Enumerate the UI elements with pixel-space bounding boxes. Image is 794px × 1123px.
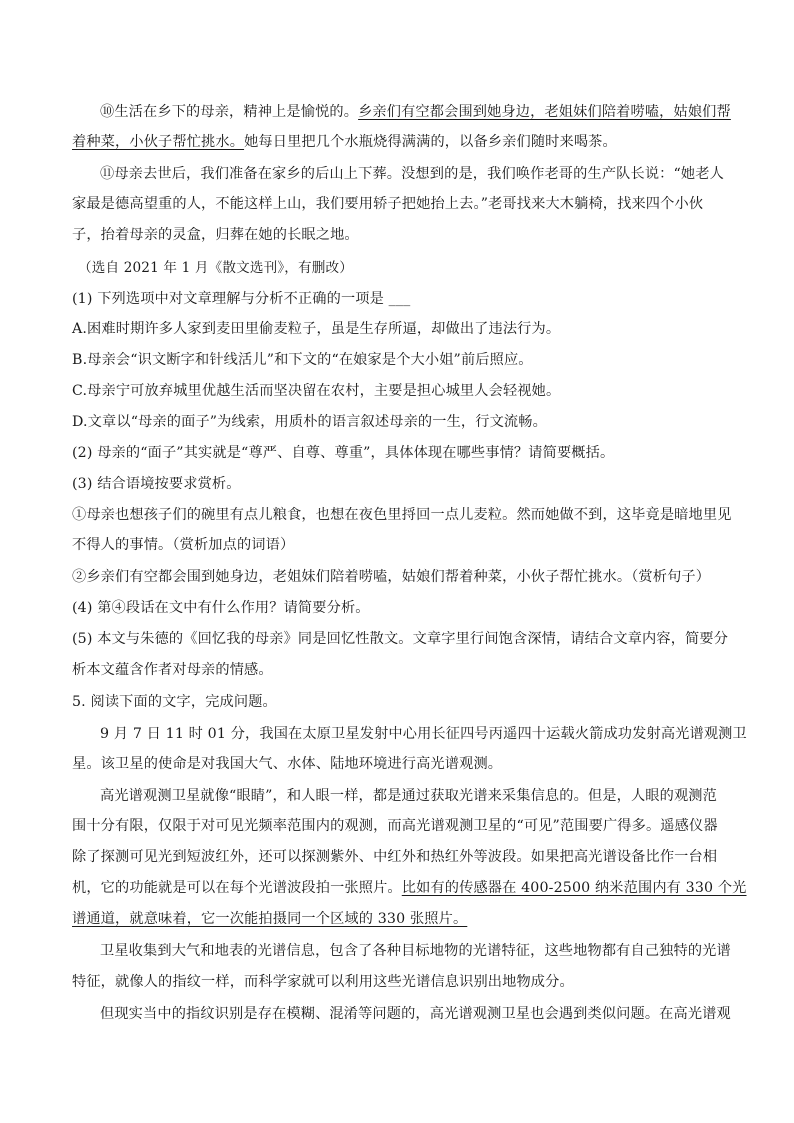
question-5-line-1: (5) 本文与朱德的《回忆我的母亲》同是回忆性散文。文章字里行间饱含深情，请结合文章内容，简要分 (72, 631, 729, 647)
question-4: (4) 第④段话在文中有什么作用？请简要分析。 (72, 600, 370, 616)
paragraph-10-line-2 (72, 132, 617, 152)
section-5-paragraph-2-line-1: 高光谱观测卫星就像“眼睛”，和人眼一样，都是通过获取光谱来采集信息的。但是，人眼的观测范 (100, 788, 717, 804)
paragraph-10-text: 她每日里把几个水瓶烧得满满的，以备乡亲们随时来喝茶。 (244, 134, 617, 150)
section-5-paragraph-2-line-2: 围十分有限，仅限于对可见光频率范围内的观测，而高光谱观测卫星的“可见”范围要广得多。遥感仪器 (72, 818, 718, 834)
section-5-paragraph-2-line-3: 除了探测可见光到短波红外，还可以探测紫外、中红外和热红外等波段。如果把高光谱设备比作一台相 (72, 849, 718, 865)
underlined-sentence: 比如有的传感器在 400-2500 纳米范围内有 330 个光 (401, 880, 747, 896)
paragraph-11-line-1: ⑪母亲去世后，我们准备在家乡的后山上下葬。没想到的是，我们唤作老哥的生产队长说：“她老人 (100, 166, 724, 182)
option-a: A.困难时期许多人家到麦田里偷麦粒子，虽是生存所逼，却做出了违法行为。 (72, 321, 561, 337)
option-b: B.母亲会“识文断字和针线活儿”和下文的“在娘家是个大小姐”前后照应。 (72, 352, 533, 368)
paragraph-text: 机，它的功能就是可以在每个光谱波段拍一张照片。 (72, 880, 402, 896)
underlined-sentence: 谱通道，就意味着，它一次能拍摄同一个区域的 330 张照片。 (72, 911, 468, 927)
option-c: C.母亲宁可放弃城里优越生活而坚决留在农村，主要是担心城里人会轻视她。 (72, 383, 561, 399)
section-5-paragraph-2-line-4 (72, 878, 747, 898)
section-5-paragraph-4-line-1: 但现实当中的指纹识别是存在模糊、混淆等问题的，高光谱观测卫星也会遇到类似问题。在高光谱观 (100, 1006, 731, 1022)
paragraph-10-text: ⑩生活在乡下的母亲，精神上是愉悦的。 (100, 104, 359, 120)
question-3: (3) 结合语境按要求赏析。 (72, 476, 241, 492)
source-citation: （选自 2021 年 1 月《散文选刊》，有删改） (78, 260, 353, 276)
underlined-sentence: 乡亲们有空都会围到她身边，老姐妹们陪着唠嗑，姑娘们帮 (358, 104, 731, 120)
section-5-paragraph-1-line-2: 星。该卫星的使命是对我国大气、水体、陆地环境进行高光谱观测。 (72, 756, 503, 772)
section-5-paragraph-1-line-1: 9 月 7 日 11 时 01 分，我国在太原卫星发射中心用长征四号丙遥四十运载火箭成功发射高光谱观测卫 (100, 726, 747, 742)
question-3-part-2: ②乡亲们有空都会围到她身边，老姐妹们陪着唠嗑，姑娘们帮着种菜，小伙子帮忙挑水。（赏析句子） (72, 569, 711, 585)
question-5-line-2: 析本文蕴含作者对母亲的情感。 (72, 662, 273, 678)
section-5-paragraph-3-line-2: 特征，就像人的指纹一样，而科学家就可以利用这些光谱信息识别出地物成分。 (72, 974, 574, 990)
question-1: (1) 下列选项中对文章理解与分析不正确的一项是 ___ (72, 291, 411, 307)
section-5-paragraph-3-line-1: 卫星收集到大气和地表的光谱信息，包含了各种目标地物的光谱特征，这些地物都有自己独特的光谱 (100, 943, 731, 959)
underlined-sentence: 着种菜，小伙子帮忙挑水。 (72, 134, 245, 150)
question-3-part-1-line-2: 不得人的事情。（赏析加点的词语） (72, 537, 295, 553)
question-3-part-1-line-1: ①母亲也想孩子们的碗里有点儿粮食，也想在夜色里捋回一点儿麦粒。然而她做不到，这毕竟是暗地里见 (72, 507, 732, 523)
paragraph-11-line-2: 家最是德高望重的人，不能这样上山，我们要用轿子把她抬上去。”老哥找来大木躺椅，找来四个小伙 (72, 196, 704, 212)
section-5-heading: 5. 阅读下面的文字，完成问题。 (72, 694, 277, 710)
section-5-paragraph-2-line-5 (72, 909, 467, 929)
paragraph-11-line-3: 子，抬着母亲的灵盒，归葬在她的长眠之地。 (72, 227, 359, 243)
option-d: D.文章以“母亲的面子”为线索，用质朴的语言叙述母亲的一生，行文流畅。 (72, 414, 547, 430)
paragraph-10-line-1 (100, 102, 731, 122)
question-2: (2) 母亲的“面子”其实就是“尊严、自尊、尊重”，具体体现在哪些事情？请简要概括。 (72, 445, 615, 461)
